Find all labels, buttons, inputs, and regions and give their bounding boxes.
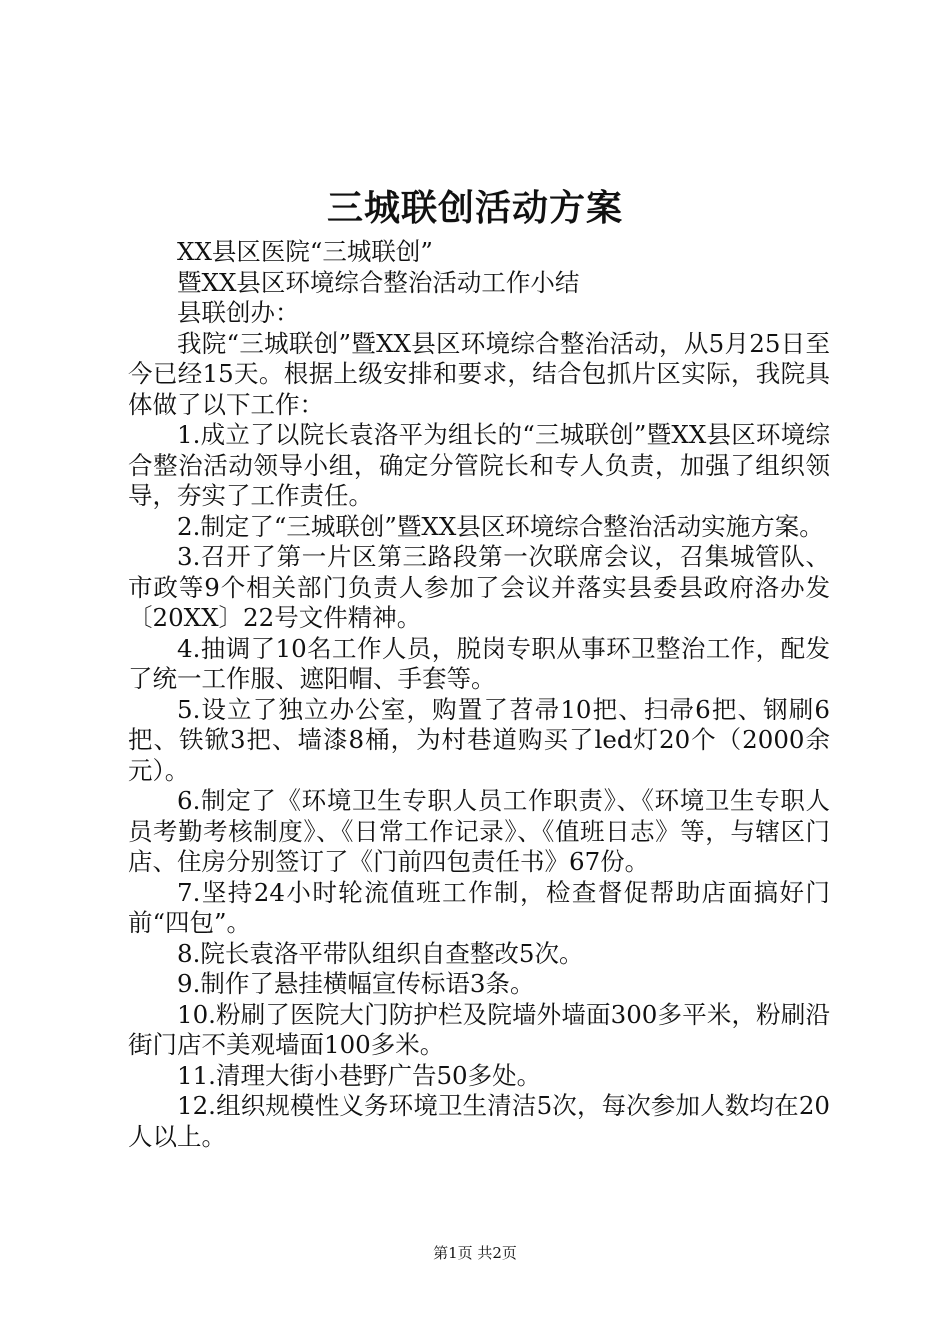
paragraph: 1.成立了以院长袁洛平为组长的“三城联创”暨XX县区环境综合整治活动领导小组，确定分管院长和专人负责，加强了组织领导，夯实了工作责任。: [128, 420, 830, 510]
paragraph: XX县区医院“三城联创”: [177, 237, 433, 266]
paragraph: 12.组织规模性义务环境卫生清洁5次，每次参加人数均在20人以上。: [128, 1091, 830, 1151]
document-title: 三城联创活动方案: [326, 187, 623, 229]
paragraph: 县联创办：: [177, 298, 300, 327]
paragraph: 我院“三城联创”暨XX县区环境综合整治活动，从5月25日至今已经15天。根据上级安排和要求，结合包抓片区实际，我院具体做了以下工作：: [128, 328, 830, 419]
paragraph: 4.抽调了10名工作人员，脱岗专职从事环卫整治工作，配发了统一工作服、遮阳帽、手套等。: [128, 633, 830, 693]
paragraph: 6.制定了《环境卫生专职人员工作职责》、《环境卫生专职人员考勤考核制度》、《日常工作记录》、《值班日志》等，与辖区门店、住房分别签订了《门前四包责任书》67份。: [128, 786, 830, 876]
document-body: [128, 237, 830, 1152]
paragraph: 5.设立了独立办公室，购置了苕帚10把、扫帚6把、钢刷6把、铁锨3把、墙漆8桶，为村巷道购买了led灯20个（2000余元）。: [128, 694, 830, 785]
paragraph: 3.召开了第一片区第三路段第一次联席会议，召集城管队、市政等9个相关部门负责人参加了会议并落实县委县政府洛办发〔20XX〕22号文件精神。: [128, 542, 830, 632]
paragraph: 10.粉刷了医院大门防护栏及院墙外墙面300多平米，粉刷沿街门店不美观墙面100多米。: [128, 999, 830, 1059]
paragraph: 9.制作了悬挂横幅宣传标语3条。: [177, 969, 535, 998]
page-footer: 第1页 共2页: [433, 1244, 517, 1262]
paragraph: 7.坚持24小时轮流值班工作制，检查督促帮助店面搞好门前“四包”。: [128, 877, 830, 937]
paragraph: 暨XX县区环境综合整治活动工作小结: [177, 267, 580, 297]
paragraph: 8.院长袁洛平带队组织自查整改5次。: [177, 938, 584, 968]
paragraph: 2.制定了“三城联创”暨XX县区环境综合整治活动实施方案。: [177, 511, 824, 541]
paragraph: 11.清理大街小巷野广告50多处。: [177, 1060, 542, 1090]
